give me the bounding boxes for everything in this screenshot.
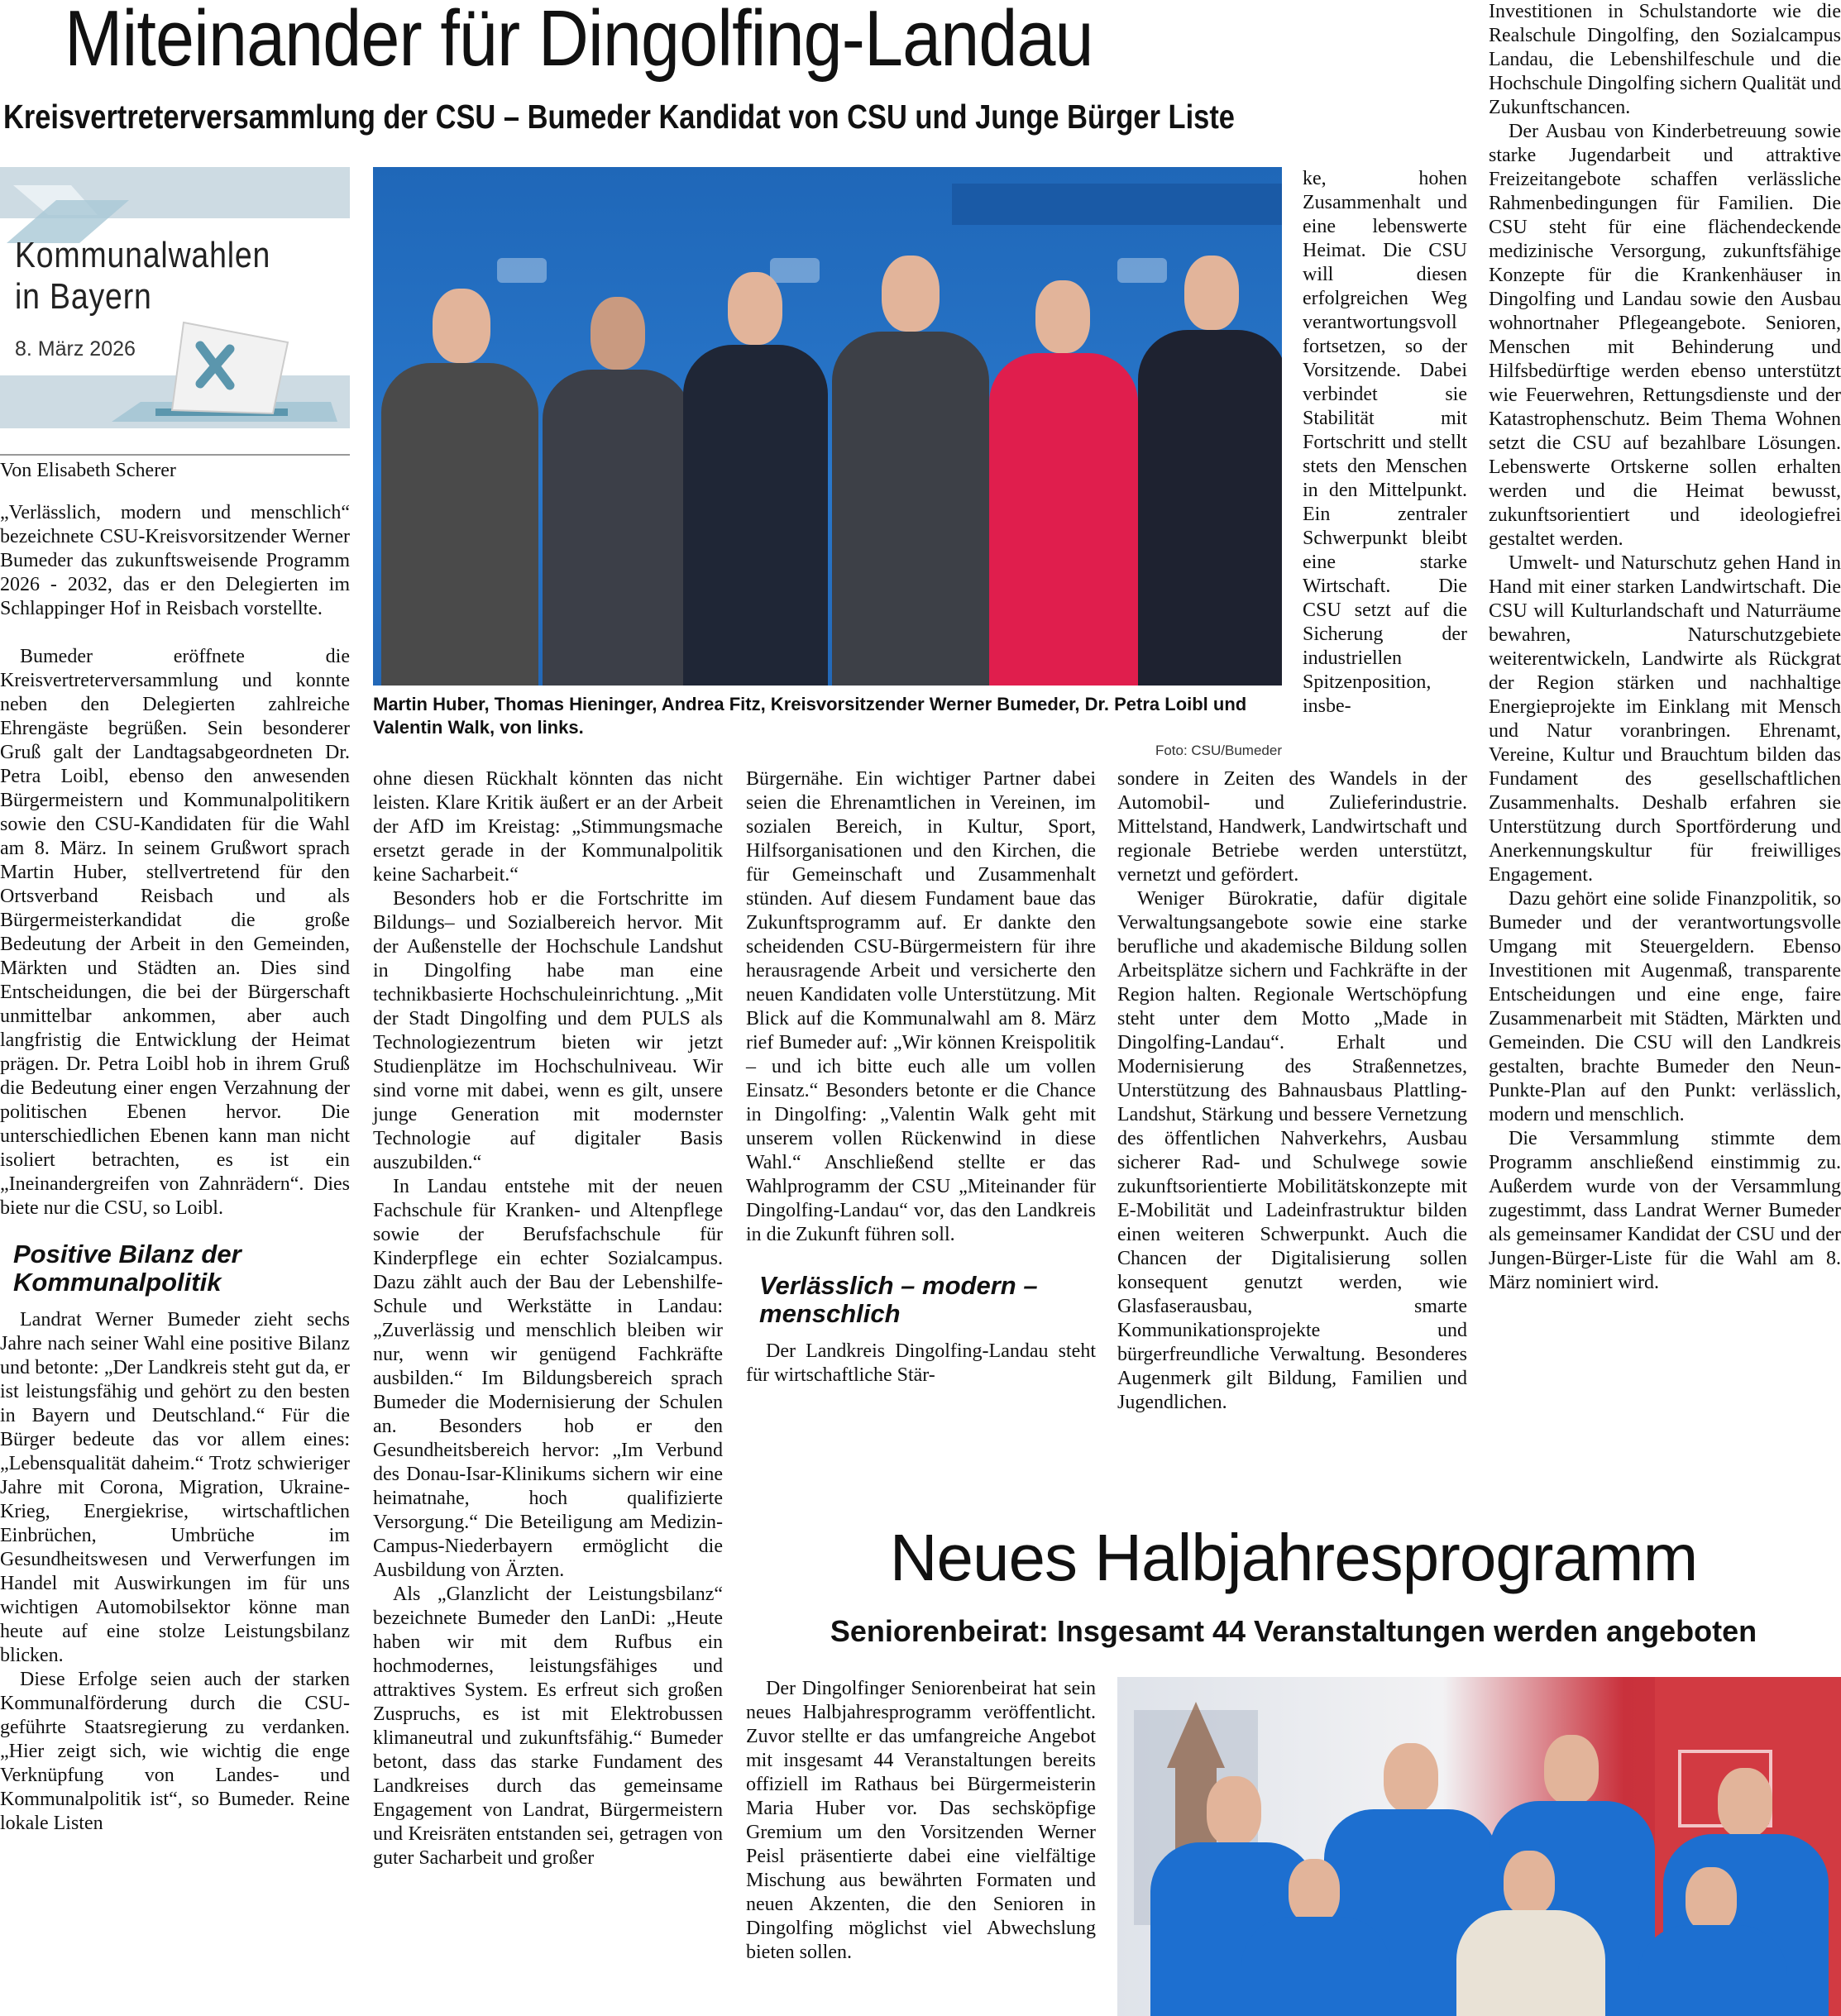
badge-arrow-graphic [0,167,141,243]
person [1138,256,1282,686]
paragraph: Diese Erfolge seien auch der starken Kommunalförderung durch die CSU-geführte Staatsregierung zu verdanken. „Hier zeigt sich, wie wichtig die enge Verknüpfung von Landes- und Kommunalpolitik ist“, so Bumeder. Reine lokale Listen [0,1669,350,1834]
paragraph: Der Dingolfinger Seniorenbeirat hat sein neues Halbjahresprogramm veröffentlicht. Zuvor stellte er das umfangreiche Angebot mit insgesamt 44 Veranstaltungen bereits offiziell im Rathaus bei Bürgermeisterin Maria Huber vor. Das sechsköpfige Gremium um den Vorsitzenden Werner Peisl präsentierte dabei eine vielfältige Mischung aus bewährten Formaten und neuen Akzenten, die den Senioren in Dingolfing möglichst viel Abwechslung bieten sollen. [746,1678,1096,1963]
ballot-box-icon [108,321,347,428]
senior-council-photo [1117,1677,1841,2016]
paragraph: ohne diesen Rückhalt könnten das nicht leisten. Klare Kritik äußert er an der Arbeit der AfD im Kreistag: „Stimmungsmache ersetzt gerade in der Kommunalpolitik keine Sacharbeit.“ [373,768,723,886]
paragraph: Investitionen in Schulstandorte wie die Realschule Dingolfing, den Sozialcampus Landau, die Lebenshilfeschule und die Hochschule Dingolfing sichern Qualität und Zukunftschancen. [1489,1,1841,118]
person [381,289,538,686]
paragraph: Der Landkreis Dingolfing-Landau steht für wirtschaftliche Stär- [746,1340,1096,1386]
article-column-3 [746,767,1096,1388]
paragraph: Der Ausbau von Kinderbetreuung sowie starke Jugendarbeit und attraktive Freizeitangebote schaffen verlässliche Rahmenbedingungen für Familien. Die CSU steht für eine flächendeckende medizinische Versorgung, zukunftsfähige Konzepte für die Krankenhäuser in Dingolfing und Landau sowie den Ausbau wohnortnaher Pflegeangebote. Senioren, Menschen mit Behinderung und Hilfsbedürftige werden ebenso unterstützt wie Feuerwehren, Rettungsdienste und der Katastrophenschutz. Beim Thema Wohnen setzt die CSU auf bezahlbare Lösungen. Lebenswerte Ortskerne sollen erhalten werden und die Heimat bewusst, zukunftsorientiert und ideologiefrei gestaltet werden. [1489,121,1841,550]
subheadline: Kreisvertreterversammlung der CSU – Bumeder Kandidat von CSU und Junge Bürger Liste [3,98,1235,136]
person [832,256,989,686]
headline: Miteinander für Dingolfing-Landau [65,0,1093,83]
paragraph: Bumeder eröffnete die Kreisvertreterversammlung und konnte neben den Delegierten zahlreiche Ehrengäste begrüßen. Sein besonderer Gruß galt der Landtagsabgeordneten Dr. Petra Loibl, ebenso den anwesenden Bürgermeistern und Kommunalpolitikern sowie den CSU-Kandidaten für die Wahl am 8. März. In seinem Grußwort sprach Martin Huber, stellvertretend für den Ortsverband Reisbach und als Bürgermeisterkandidat die große Bedeutung der Arbeit in den Gemeinden, Märkten und Städten an. Dies sind Entscheidungen, die bei der Bürgerschaft unmittelbar ankommen, aber auch langfristig die Entwicklung der Heimat prägen. Dr. Petra Loibl hob in ihrem Gruß die Bedeutung einer engen Verzahnung der politischen Ebenen hervor. Die unterschiedlichen Ebenen kann man nicht isoliert betrachten, es ist ein „Ineinandergreifen von Zahnrädern“. Dies biete nur die CSU, so Loibl. [0,646,350,1219]
group-photo [373,167,1282,686]
person [683,272,828,686]
article-column-4 [1117,767,1467,1415]
article-2-column [746,1677,1096,1965]
paragraph: Bürgernähe. Ein wichtiger Partner dabei seien die Ehrenamtlichen in Vereinen, im sozialen Bereich, in Kultur, Sport, Hilfsorganisationen und den Kirchen, die für Gemeinschaft und Zusammenhalt stünden. Auf diesem Fundament baue das Zukunftsprogramm auf. Er dankte den scheidenden CSU-Bürgermeistern für ihre herausragende Arbeit und versicherte den neuen Kandidaten volle Unterstützung. Mit Blick auf die Kommunalwahl am 8. März rief Bumeder auf: „Wir können Kreispolitik – und ich bitte euch alle um vollen Einsatz.“ Besonders betonte er die Chance in Dingolfing: „Valentin Walk geht mit unserem vollen Rückenwind in diese Wahl.“ Anschließend stellte er das Wahlprogramm der CSU „Miteinander für Dingolfing-Landau“ vor, das den Landkreis in die Zukunft führen soll. [746,768,1096,1245]
paragraph: Landrat Werner Bumeder zieht sechs Jahre nach seiner Wahl eine positive Bilanz und betonte: „Der Landkreis steht gut da, er ist leistungsfähig und gehört zu den besten in Bayern und Deutschland.“ Für die Bürger bedeute das vor allem eines: „Lebensqualität daheim.“ Trotz schwieriger Jahre mit Corona, Migration, Ukraine-Krieg, Energiekrise, wirtschaftlichen Einbrüchen, Umbrüche im Gesundheitswesen und Verwerfungen im Handel mit Auswirkungen im für uns wichtigen Automobilsektor könne man heute auf eine stolze Leistungsbilanz blicken. [0,1309,350,1666]
election-badge [0,167,350,428]
paragraph: Weniger Bürokratie, dafür digitale Verwaltungsangebote sowie eine starke berufliche und akademische Bildung sollen Arbeitsplätze sichern und Fachkräfte in der Region halten. Regionale Wertschöpfung steht unter dem Motto „Made in Dingolfing-Landau“. Erhalt und Modernisierung des Straßennetzes, Unterstützung des Bahnausbaus Plattling-Landshut, Stärkung und bessere Vernetzung des öffentlichen Nahverkehrs, Ausbau sicherer Rad- und Schulwege sowie zukunftsorientierte Mobilitätskonzepte mit E-Mobilität und Ladeinfrastruktur bilden einen weiteren Schwerpunkt. Auch die Chancen der Digitalisierung sollen konsequent genutzt werden, wie Glasfaserausbau, smarte Kommunikationsprojekte und bürgerfreundliche Verwaltung. Besonderes Augenmerk gilt Bildung, Familien und Jugendlichen. [1117,888,1467,1413]
photo-credit: Foto: CSU/Bumeder [1155,743,1282,758]
article-column-5 [1489,0,1841,1295]
person [989,280,1138,686]
article-column-1 [0,501,350,1836]
subheadline-2: Seniorenbeirat: Insgesamt 44 Veranstaltungen werden angeboten [830,1614,1757,1648]
paragraph: Die Versammlung stimmte dem Programm anschließend einstimmig zu. Außerdem wurde von der Versammlung zugestimmt, dass Landrat Werner Bumeder als gemeinsamer Kandidat der CSU und der Jungen-Bürger-Liste für die Wahl am 8. März nominiert wird. [1489,1128,1841,1293]
paragraph: ke, hohen Zusammenhalt und eine lebenswerte Heimat. Die CSU will diesen erfolgreichen Weg verantwortungsvoll fortsetzen, so der Vorsitzende. Dabei verbindet sie Stabilität mit Fortschritt und stellt stets den Menschen in den Mittelpunkt. Ein zentraler Schwerpunkt bleibt eine starke Wirtschaft. Die CSU setzt auf die Sicherung der industriellen Spitzenposition, insbe- [1303,168,1467,717]
paragraph: Umwelt- und Naturschutz gehen Hand in Hand mit einer starken Landwirtschaft. Die CSU will Kulturlandschaft und Naturräume bewahren, Naturschutzgebiete weiterentwickeln, Landwirte als Rückgrat der Region stärken und nachhaltige Energieprojekte im Einklang mit Mensch und Natur voranbringen. Ehrenamt, Vereine, Kultur und Brauchtum bilden das Fundament des gesellschaftlichen Zusammenhalts. Deshalb erfahren sie Unterstützung durch Sportförderung und Anerkennungskultur für freiwilliges Engagement. [1489,552,1841,886]
article-column-2 [373,767,723,1870]
paragraph: „Verlässlich, modern und menschlich“ bezeichnete CSU-Kreisvorsitzender Werner Bumeder das zukunftsweisende Programm 2026 - 2032, das er den Delegierten im Schlappinger Hof in Reisbach vorstellte. [0,502,350,619]
person [1241,1859,1390,2016]
paragraph: Als „Glanzlicht der Leistungsbilanz“ bezeichnete Bumeder den LanDi: „Heute haben wir mit dem Rufbus ein hochmodernes, leistungsfähiges und attraktives System. Es erfreut sich großen Zuspruchs, es ist mit Elektrobussen klimaneutral und zukunftsfähig.“ Bumeder betont, dass das starke Fundament des Landkreises durch das gemeinsame Engagement von Landrat, Bürgermeistern und Kreisräten entstanden sei, getragen von guter Sacharbeit und großer [373,1584,723,1869]
person [543,297,691,686]
paragraph: sondere in Zeiten des Wandels in der Automobil- und Zulieferindustrie. Mittelstand, Handwerk, Landwirtschaft und regionale Betriebe werden unterstützt, vernetzt und gefördert. [1117,768,1467,886]
divider [0,454,350,456]
section-subhead: Verlässlich – modern – menschlich [759,1271,1038,1328]
badge-date: 8. März 2026 [15,337,136,361]
person [1638,1867,1787,2016]
section-subhead: Positive Bilanz der Kommunalpolitik [13,1240,241,1297]
photo-caption: Martin Huber, Thomas Hieninger, Andrea Fitz, Kreisvorsitzender Werner Bumeder, Dr. Petra Loibl und Valentin Walk, von links. [373,694,1247,738]
person [1456,1851,1605,2016]
headline-2: Neues Halbjahresprogramm [889,1521,1698,1594]
paragraph: In Landau entstehe mit der neuen Fachschule für Kranken- und Altenpflege sowie der Berufsfachschule für Kinderpflege ein echter Sozialcampus. Dazu zählt auch der Bau der Lebenshilfe-Schule und Werkstätte in Landau: „Zuverlässig und menschlich bleiben wir nur, wenn wir genügend Fachkräfte ausbilden.“ Im Bildungsbereich sprach Bumeder die Modernisierung der Schulen an. Besonders hob er den Gesundheitsbereich hervor: „Im Verbund des Donau-Isar-Klinikums sichern wir eine heimatnahe, hoch qualifizierte Versorgung.“ Die Beteiligung am Medizin-Campus-Niederbayern ermöglicht die Ausbildung von Ärzten. [373,1176,723,1581]
badge-title: Kommunalwahlen in Bayern [15,235,271,317]
paragraph: Dazu gehört eine solide Finanzpolitik, so Bumeder und der verantwortungsvolle Umgang mit Steuergeldern. Ebenso Investitionen mit Augenmaß, transparente Entscheidungen und eine enge, faire Zusammenarbeit mit Städten, Märkten und Gemeinden. Die CSU will den Landkreis gestalten, brachte Bumeder den Neun-Punkte-Plan auf den Punkt: verlässlich, modern und menschlich. [1489,888,1841,1125]
article-column-4-narrow [1303,167,1467,719]
byline: Von Elisabeth Scherer [0,460,176,481]
paragraph: Besonders hob er die Fortschritte im Bildungs– und Sozialbereich hervor. Mit der Außenstelle der Hochschule Landshut in Dingolfing habe man eine technikbasierte Hochschuleinrichtung. „Mit der Stadt Dingolfing und dem PULS als Technologiezentrum bieten wir jetzt Studienplätze im Hochschulniveau. Wir sind vorne mit dabei, wenn es gilt, unsere junge Generation mit modernster Technologie auf digitaler Basis auszubilden.“ [373,888,723,1173]
